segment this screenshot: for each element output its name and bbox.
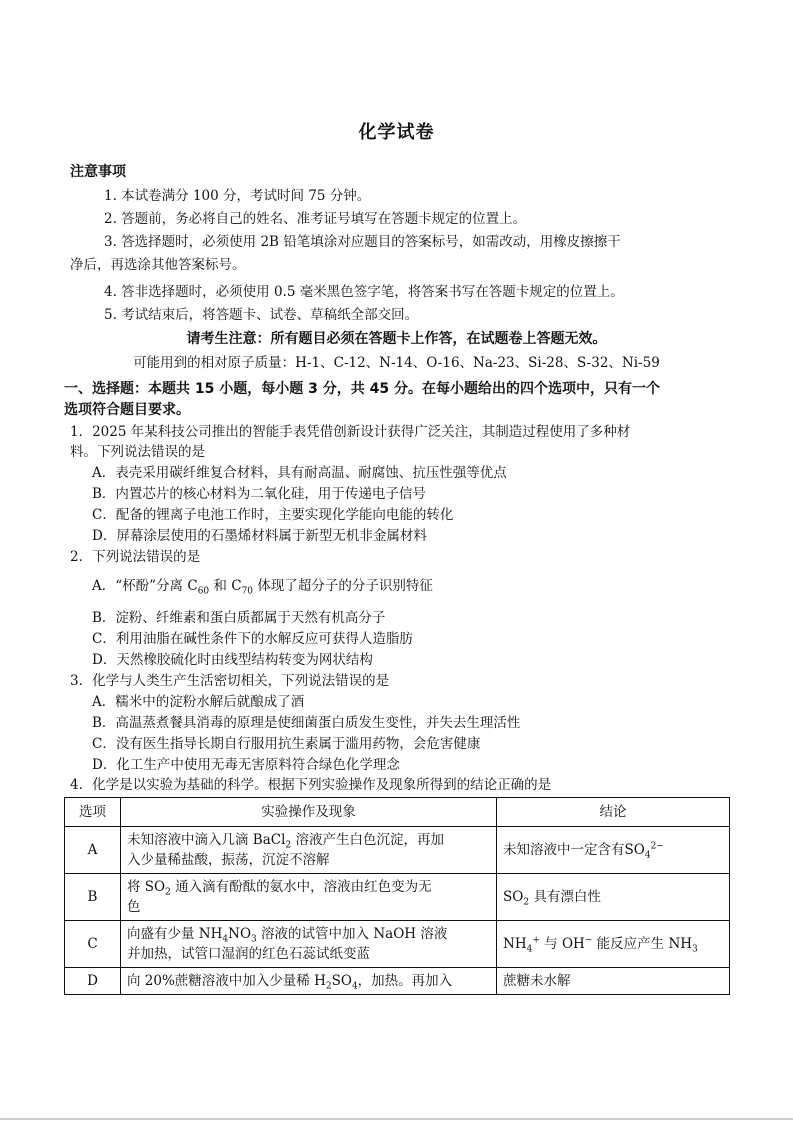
- header-operation: 实验操作及现象: [121, 798, 497, 827]
- q1-option-a: A．表壳采用碳纤维复合材料，具有耐高温、耐腐蚀、抗压性强等优点: [92, 465, 507, 481]
- formula-c60: $C_{60}$: [187, 578, 210, 597]
- warning-text: 请考生注意：所有题目必须在答题卡上作答，在试题卷上答题无效。: [186, 331, 607, 347]
- q1-stem: 1．2025 年某科技公司推出的智能手表凭借创新设计获得广泛关注，其制造过程使用了多种材: [70, 424, 631, 440]
- note-item-3: 3. 答选择题时，必须使用 2B 铅笔填涂对应题目的答案标号，如需改动，用橡皮擦擦干: [104, 234, 621, 250]
- header-conclusion: 结论: [497, 798, 730, 827]
- row-label: A: [65, 827, 121, 874]
- row-operation: 向 20%蔗糖溶液中加入少量稀 $H_2SO_4$，加热。再加入: [121, 968, 497, 995]
- q3-option-a: A．糯米中的淀粉水解后就酿成了酒: [92, 694, 305, 710]
- table-row: [65, 827, 730, 874]
- formula-hydroxide: OH−: [561, 935, 593, 952]
- note-item-5: 5. 考试结束后，将答题卡、试卷、草稿纸全部交回。: [104, 307, 419, 323]
- row-label: B: [65, 874, 121, 921]
- page-bottom-divider: [0, 1118, 793, 1120]
- q4-stem: 4．化学是以实验为基础的科学。根据下列实验操作及现象所得到的结论正确的是: [70, 777, 552, 793]
- row-operation: 未知溶液中滴入几滴 BaCl$_2$ 溶液产生白色沉淀，再加 入少量稀盐酸，振荡，沉淀不溶解: [121, 827, 497, 874]
- table-header-row: [65, 798, 730, 827]
- q2-option-a-pre: A．“杯酚”分离: [92, 578, 188, 594]
- note-item-4: 4. 答非选择题时，必须使用 0.5 毫米黑色签字笔，将答案书写在答题卡规定的位置上。: [104, 284, 624, 300]
- row-label: C: [65, 921, 121, 968]
- row-conclusion: 未知溶液中一定含有$SO_4^{2-}$: [497, 827, 730, 874]
- q3-stem: 3．化学与人类生产生活密切相关，下列说法错误的是: [70, 673, 390, 689]
- row-operation: 将 $SO_2$ 通入滴有酚酞的氨水中，溶液由红色变为无 色: [121, 874, 497, 921]
- row-label: D: [65, 968, 121, 995]
- table-row: [65, 968, 730, 995]
- q2-option-a: A．“杯酚”分离 $C_{60}$ 和 $C_{70}$ 体现了超分子的分子识别特征: [92, 578, 433, 597]
- q3-option-b: B．高温蒸煮餐具消毒的原理是使细菌蛋白质发生变性，并失去生理活性: [92, 715, 521, 731]
- q1-stem-cont: 料。下列说法错误的是: [70, 444, 205, 460]
- note-item-3-cont: 净后，再选涂其他答案标号。: [70, 257, 246, 273]
- q1-option-c: C．配备的锂离子电池工作时，主要实现化学能向电能的转化: [92, 507, 454, 523]
- q2-option-b: B．淀粉、纤维素和蛋白质都属于天然有机高分子: [92, 610, 386, 626]
- section-heading-line2: 选项符合题目要求。: [64, 402, 190, 418]
- table-row: [65, 921, 730, 968]
- experiment-table: [64, 797, 730, 995]
- q2-stem: 2．下列说法错误的是: [70, 549, 201, 565]
- section-heading-line1: 一、选择题：本题共 15 小题，每小题 3 分，共 45 分。在每小题给出的四个选项中，只有一个: [64, 381, 660, 397]
- q3-option-c: C．没有医生指导长期自行服用抗生素属于滥用药物，会危害健康: [92, 736, 481, 752]
- atomic-masses: 可能用到的相对原子质量：H-1、C-12、N-14、O-16、Na-23、Si-28、S-32、Ni-59: [133, 355, 660, 371]
- note-item-2: 2. 答题前，务必将自己的姓名、准考证号填写在答题卡规定的位置上。: [104, 211, 527, 227]
- row-conclusion: $NH_4^+$ 与 OH− 能反应产生 $NH_3$: [497, 921, 730, 968]
- table-row: [65, 874, 730, 921]
- q2-option-d: D．天然橡胶硫化时由线型结构转变为网状结构: [92, 652, 373, 668]
- row-conclusion: 蔗糖未水解: [497, 968, 730, 995]
- row-conclusion: $SO_2$ 具有漂白性: [497, 874, 730, 921]
- row-operation: 向盛有少量 $NH_4NO_3$ 溶液的试管中加入 NaOH 溶液 并加热，试管口湿润的红色石蕊试纸变蓝: [121, 921, 497, 968]
- formula-ammonium: $NH_4^+$: [503, 935, 540, 955]
- page-title: 化学试卷: [358, 122, 435, 143]
- formula-c70: $C_{70}$: [231, 578, 254, 597]
- q1-option-d: D．屏幕涂层使用的石墨烯材料属于新型无机非金属材料: [92, 528, 427, 544]
- q1-option-b: B．内置芯片的核心材料为二氧化硅，用于传递电子信号: [92, 486, 426, 502]
- note-item-1: 1. 本试卷满分 100 分，考试时间 75 分钟。: [104, 188, 371, 204]
- header-option: 选项: [65, 798, 121, 827]
- notes-heading: 注意事项: [70, 164, 126, 180]
- q3-option-d: D．化工生产中使用无毒无害原料符合绿色化学理念: [92, 757, 400, 773]
- q2-option-c: C．利用油脂在碱性条件下的水解反应可获得人造脂肪: [92, 631, 413, 647]
- formula-sulfate: $SO_4^{2-}$: [624, 841, 664, 861]
